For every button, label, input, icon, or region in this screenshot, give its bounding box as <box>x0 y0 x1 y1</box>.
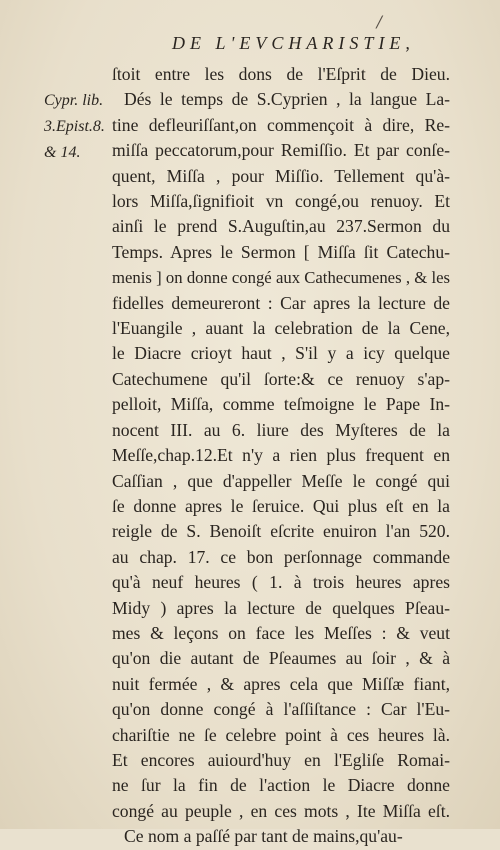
text-line: Meſſe,chap.12.Et n'y a rien plus frequent en <box>112 445 450 466</box>
text-line: qu'on donne congé à l'aſſiſtance : Car l'Eu- <box>112 699 450 720</box>
margin-note: & 14. <box>44 144 81 161</box>
text-line: menis ] on donne congé aux Cathecumenes , & les <box>112 268 450 288</box>
text-line: Temps. Apres le Sermon [ Miſſa ſit Catechu- <box>112 241 450 262</box>
text-line: Dés le temps de S.Cyprien , la langue La- <box>124 89 450 110</box>
text-line: au chap. 17. ce bon perſonnage commande <box>112 546 450 567</box>
text-line: tine defleuriſſant,on commençoit à dire, Re- <box>112 114 450 135</box>
text-line: l'Euangile , auant la celebration de la Cene, <box>112 318 450 339</box>
text-line: ſe donne apres le ſeruice. Qui plus eſt en la <box>112 495 450 516</box>
margin-note: Cypr. lib. <box>44 92 104 109</box>
margin-note: 3.Epist.8. <box>44 118 105 135</box>
text-line: Midy ) apres la lecture de quelques Pſeau- <box>112 597 450 618</box>
text-line: Et encores auiourd'huy en l'Egliſe Romai- <box>112 749 450 770</box>
text-line: Catechumene qu'il ſorte:& ce renuoy s'ap- <box>112 368 450 389</box>
text-line: Caſſian , que d'appeller Meſſe le congé qui <box>112 470 450 491</box>
text-line: ainſi le prend S.Auguſtin,au 237.Sermon du <box>112 216 450 237</box>
body-text <box>112 62 450 850</box>
text-line: le Diacre crioyt haut , S'il y a icy quelque <box>112 343 450 364</box>
text-line: nocent III. au 6. liure des Myſteres de la <box>112 419 450 440</box>
text-line: ſtoit entre les dons de l'Eſprit de Dieu. <box>112 64 450 84</box>
text-line: pelloit, Miſſa, comme teſmoigne le Pape In- <box>112 394 450 415</box>
text-line: fidelles demeureront : Car apres la lecture de <box>112 292 450 313</box>
text-line: reigle de S. Benoiſt eſcrite enuiron l'an 520. <box>112 521 450 542</box>
text-line: quent, Miſſa , pour Miſſio. Tellement qu'à- <box>112 165 450 186</box>
text-line: mes & leçons on face les Meſſes : & veut <box>112 622 450 643</box>
text-line: Ce nom a paſſé par tant de mains,qu'au- <box>124 826 403 847</box>
text-line: qu'on die autant de Pſeaumes au ſoir , & à <box>112 648 450 669</box>
text-line: qu'à neuf heures ( 1. à trois heures apres <box>112 572 450 593</box>
folio-mark: / <box>376 12 382 31</box>
text-line: lors Miſſa,ſignifioit vn congé,ou renuoy. Et <box>112 191 450 212</box>
text-line: nuit fermée , & apres cela que Miſſæ fiant, <box>112 673 450 694</box>
text-line: congé au peuple , en ces mots , Ite Miſſa eſt. <box>112 800 450 821</box>
margin-notes <box>44 88 112 166</box>
text-line: ne ſur la fin de l'action le Diacre donne <box>112 775 450 796</box>
text-line: chariſtie ne ſe celebre point à ces heures là. <box>112 724 450 745</box>
running-head: DE L'EVCHARISTIE, <box>172 33 415 53</box>
text-line: miſſa peccatorum,pour Remiſſio. Et par conſe- <box>112 140 450 161</box>
